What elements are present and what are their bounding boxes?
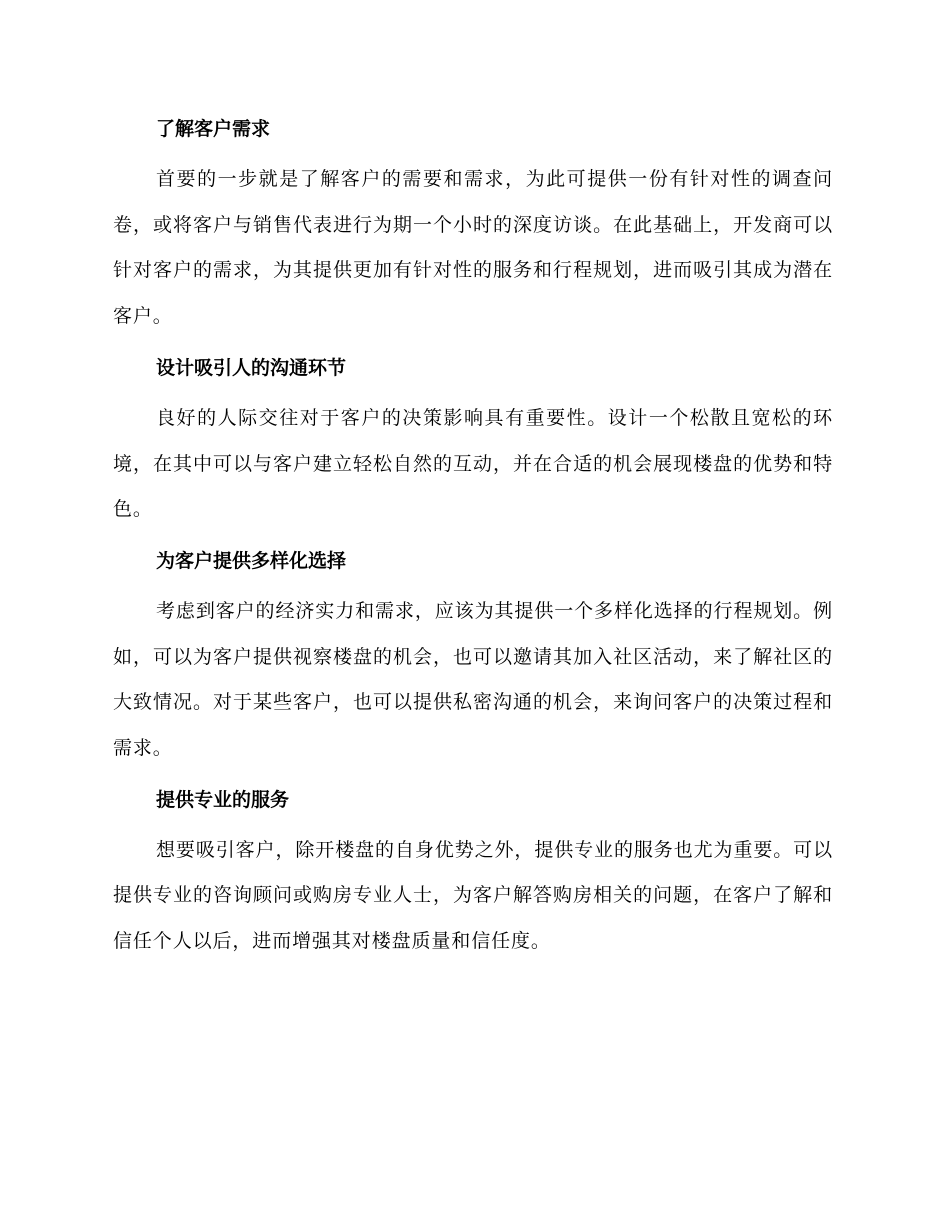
section-paragraph: 良好的人际交往对于客户的决策影响具有重要性。设计一个松散且宽松的环境，在其中可以与客户建立轻松自然的互动，并在合适的机会展现楼盘的优势和特色。 [113, 406, 833, 521]
section-professional-service [113, 783, 833, 965]
section-diverse-choices [113, 544, 833, 772]
section-paragraph: 首要的一步就是了解客户的需要和需求，为此可提供一份有针对性的调查问卷，或将客户与销售代表进行为期一个小时的深度访谈。在此基础上，开发商可以针对客户的需求，为其提供更加有针对性的服务和行程规划，进而吸引其成为潜在客户。 [113, 168, 833, 328]
section-understand-needs [113, 112, 833, 340]
section-paragraph: 想要吸引客户，除开楼盘的自身优势之外，提供专业的服务也尤为重要。可以提供专业的咨询顾问或购房专业人士，为客户解答购房相关的问题，在客户了解和信任个人以后，进而增强其对楼盘质量和信任度。 [113, 838, 833, 953]
section-heading: 设计吸引人的沟通环节 [156, 356, 347, 379]
section-paragraph: 考虑到客户的经济实力和需求，应该为其提供一个多样化选择的行程规划。例如，可以为客户提供视察楼盘的机会，也可以邀请其加入社区活动，来了解社区的大致情况。对于某些客户，也可以提供私密沟通的机会，来询问客户的决策过程和需求。 [113, 599, 833, 760]
section-heading: 了解客户需求 [156, 118, 271, 140]
section-heading: 为客户提供多样化选择 [156, 549, 347, 572]
section-communication [113, 351, 833, 533]
section-heading: 提供专业的服务 [156, 788, 290, 811]
document-page [113, 112, 833, 976]
